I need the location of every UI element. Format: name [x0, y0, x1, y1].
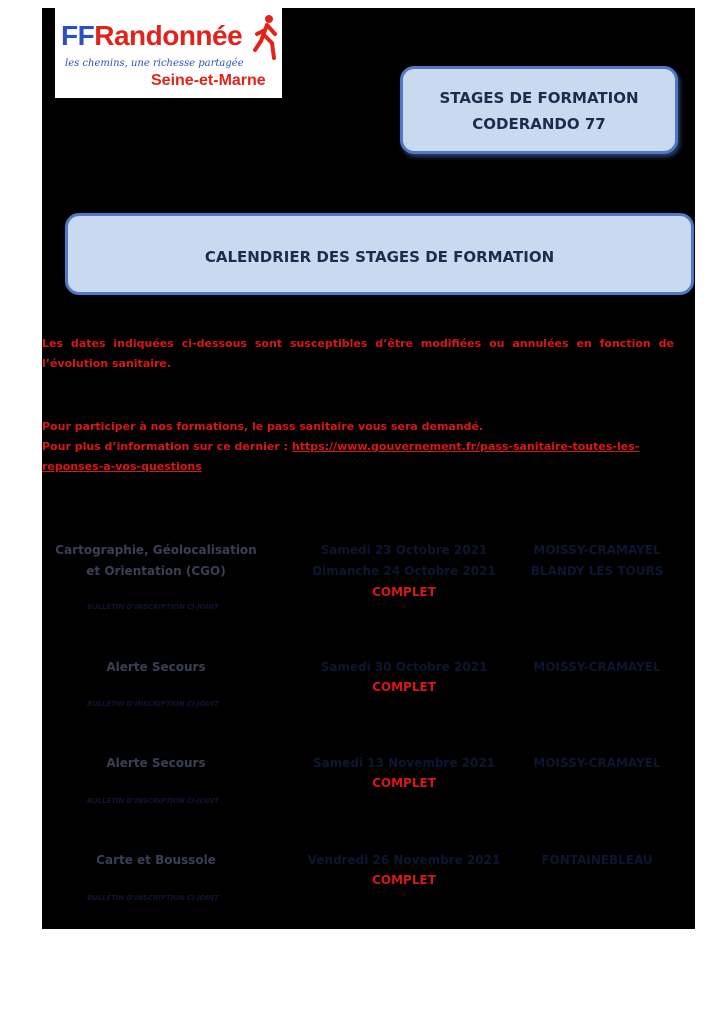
stage-title-line1: Cartographie, Géolocalisation [55, 543, 257, 557]
logo-department: Seine-et-Marne [151, 72, 266, 89]
pass-line: Pour participer à nos formations, le pass sanitaire vous sera demandé. [42, 420, 484, 433]
stage-place-line1: MOISSY-CRAMAYEL [533, 543, 661, 557]
stage-date: Vendredi 26 Novembre 2021 [307, 853, 501, 867]
ffrandonnee-logo [55, 8, 282, 98]
bulletin-inscription-link[interactable]: BULLETIN D’INSCRIPTION CI-JOINT [87, 603, 219, 611]
stage-date: Samedi 13 Novembre 2021 [312, 756, 496, 770]
bulletin-inscription-link[interactable]: BULLETIN D’INSCRIPTION CI-JOINT [87, 797, 219, 805]
header-title-line2: CODERANDO 77 [472, 115, 606, 133]
stage-status-complet: COMPLET [372, 873, 436, 887]
stage-date-line1: Samedi 23 Octobre 2021 [320, 543, 488, 557]
logo-brand [61, 22, 242, 50]
stage-place [512, 540, 682, 582]
stage-status-complet: COMPLET [372, 776, 436, 790]
info-prefix: Pour plus d’information sur ce dernier : [42, 440, 292, 453]
stage-status-complet: COMPLET [372, 585, 436, 599]
calendar-title: CALENDRIER DES STAGES DE FORMATION [204, 248, 555, 266]
logo-tagline: les chemins, une richesse partagée [65, 58, 244, 69]
hiker-icon [253, 14, 279, 62]
pass-notice [42, 417, 674, 477]
bulletin-inscription-link[interactable]: BULLETIN D’INSCRIPTION CI-JOINT [87, 894, 219, 902]
stage-status-complet: COMPLET [372, 680, 436, 694]
stage-title-line2: et Orientation (CGO) [86, 564, 226, 578]
stage-date: Samedi 30 Octobre 2021 [320, 660, 488, 674]
logo-brand-name: Randonnée [94, 20, 243, 51]
calendar-title-box [65, 213, 694, 295]
header-title-line1: STAGES DE FORMATION [439, 89, 639, 107]
pass-sanitaire-link[interactable]: https://www.gouvernement.fr/pass-sanitaire-toutes-les-reponses-a-vos-questions [42, 440, 640, 473]
dates-warning: Les dates indiquées ci-dessous sont susceptibles d’être modifiées ou annulées en fonction de l’évolution sanitaire. [42, 337, 674, 370]
logo-brand-ff: FF [61, 20, 95, 51]
bulletin-inscription-link[interactable]: BULLETIN D’INSCRIPTION CI-JOINT [87, 700, 219, 708]
info-line [42, 437, 674, 477]
stage-title: Alerte Secours [106, 756, 206, 770]
stage-dates [292, 540, 516, 582]
stage-place: MOISSY-CRAMAYEL [533, 756, 661, 770]
stage-title [42, 540, 270, 582]
header-title-box [400, 66, 678, 154]
stage-place: MOISSY-CRAMAYEL [533, 660, 661, 674]
stage-place-line2: BLANDY LES TOURS [530, 564, 664, 578]
stage-place: FONTAINEBLEAU [541, 853, 653, 867]
stage-date-line2: Dimanche 24 Octobre 2021 [312, 564, 496, 578]
stage-title: Alerte Secours [106, 660, 206, 674]
stage-title: Carte et Boussole [96, 853, 216, 867]
